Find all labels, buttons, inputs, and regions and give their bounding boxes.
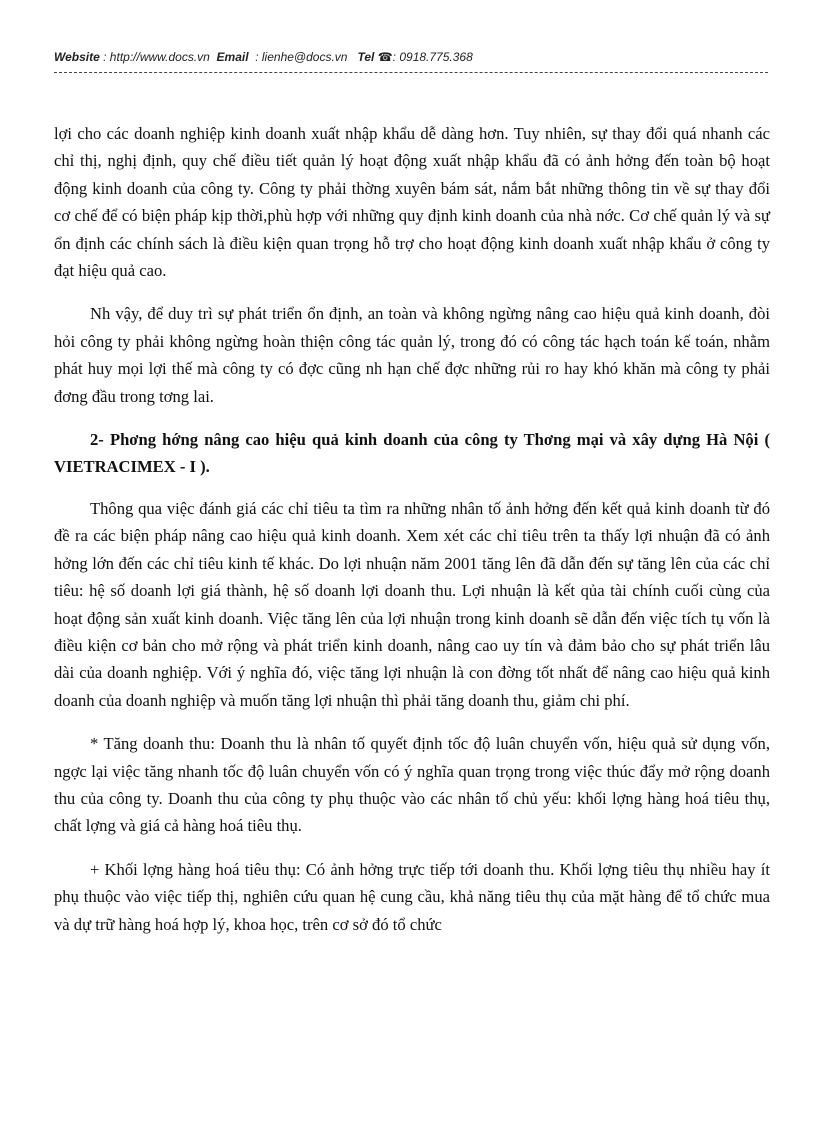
email-label: Email: [216, 50, 249, 64]
paragraph-sales-volume: + Khối lợng hàng hoá tiêu thụ: Có ảnh hởng trực tiếp tới doanh thu. Khối lợng tiêu thụ nhiều hay ít phụ thuộc vào việc tiếp thị, nghiên cứu quan hệ cung cầu, khả năng tiêu thụ của mặt hàng để tổ chức mua và dự trữ hàng hoá hợp lý, khoa học, trên cơ sở đó tổ chức: [54, 859, 770, 934]
email-link[interactable]: : lienhe@docs.vn: [255, 50, 348, 64]
website-label: Website: [54, 50, 100, 64]
paragraph-revenue: * Tăng doanh thu: Doanh thu là nhân tố quyết định tốc độ luân chuyển vốn, hiệu quả sử dụng vốn, ngợc lại việc tăng nhanh tốc độ luân chuyển vốn có ý nghĩa quan trọng trong việc thúc đẩy mở rộng doanh thu của công ty. Doanh thu của công ty phụ thuộc vào các nhân tố chủ yếu: khối lợng hàng hoá tiêu thụ, chất lợng và giá cả hàng hoá tiêu thụ.: [54, 734, 770, 836]
tel-value: : 0918.775.368: [392, 50, 473, 64]
section-heading: 2- Phơng hớng nâng cao hiệu quả kinh doanh của công ty Thơng mại và xây dựng Hà Nội ( VIETRACIMEX - I ).: [54, 430, 770, 477]
paragraph-continuation: lợi cho các doanh nghiệp kinh doanh xuất nhập khẩu dễ dàng hơn. Tuy nhiên, sự thay đổi quá nhanh các chỉ thị, nghị định, quy chế điều tiết quản lý hoạt động xuất nhập khẩu đã có ảnh hởng đến toàn bộ hoạt động kinh doanh của công ty. Công ty phải thờng xuyên bám sát, nắm bắt những thông tin về sự thay đổi cơ chế để có biện pháp kịp thời,phù hợp với những quy định kinh doanh của nhà nớc. Cơ chế quản lý và sự ổn định các chính sách là điều kiện quan trọng hỗ trợ cho hoạt động kinh doanh xuất nhập khẩu ở công ty đạt hiệu quả cao.: [54, 124, 770, 281]
document-body: [54, 120, 770, 954]
paragraph-stability: Nh vậy, để duy trì sự phát triển ổn định, an toàn và không ngừng nâng cao hiệu quả kinh doanh, đòi hỏi công ty phải không ngừng hoàn thiện công tác quản lý, trong đó có công tác hạch toán kế toán, nhằm phát huy mọi lợi thế mà công ty có đợc cũng nh hạn chế đợc những rủi ro hay khó khăn mà công ty phải đơng đầu trong tơng lai.: [54, 304, 770, 406]
website-link[interactable]: : http://www.docs.vn: [103, 50, 210, 64]
page-header: [54, 50, 768, 64]
header-divider: [54, 72, 768, 73]
tel-label: Tel: [357, 50, 375, 64]
paragraph-analysis: Thông qua việc đánh giá các chỉ tiêu ta tìm ra những nhân tố ảnh hởng đến kết quả kinh doanh từ đó đề ra các biện pháp nâng cao hiệu quả kinh doanh. Xem xét các chỉ tiêu trên ta thấy lợi nhuận đã có ảnh hởng lớn đến các chỉ tiêu kinh tế khác. Do lợi nhuận năm 2001 tăng lên đã dẫn đến sự tăng lên của các chỉ tiêu: hệ số doanh lợi giá thành, hệ số doanh lợi doanh thu. Lợi nhuận là kết qủa tài chính cuối cùng của hoạt động sản xuất kinh doanh. Việc tăng lên của lợi nhuận trong kinh doanh sẽ dẫn đến việc tích tụ vốn là điều kiện cơ bản cho mở rộng và phát triển kinh doanh, nâng cao uy tín và đảm bảo cho sự phát triển lâu dài của doanh nghiệp. Với ý nghĩa đó, việc tăng lợi nhuận là con đờng tốt nhất để nâng cao hiệu quả kinh doanh của doanh nghiệp và muốn tăng lợi nhuận thì phải tăng doanh thu, giảm chi phí.: [54, 498, 770, 710]
phone-icon: ☎: [377, 50, 393, 64]
